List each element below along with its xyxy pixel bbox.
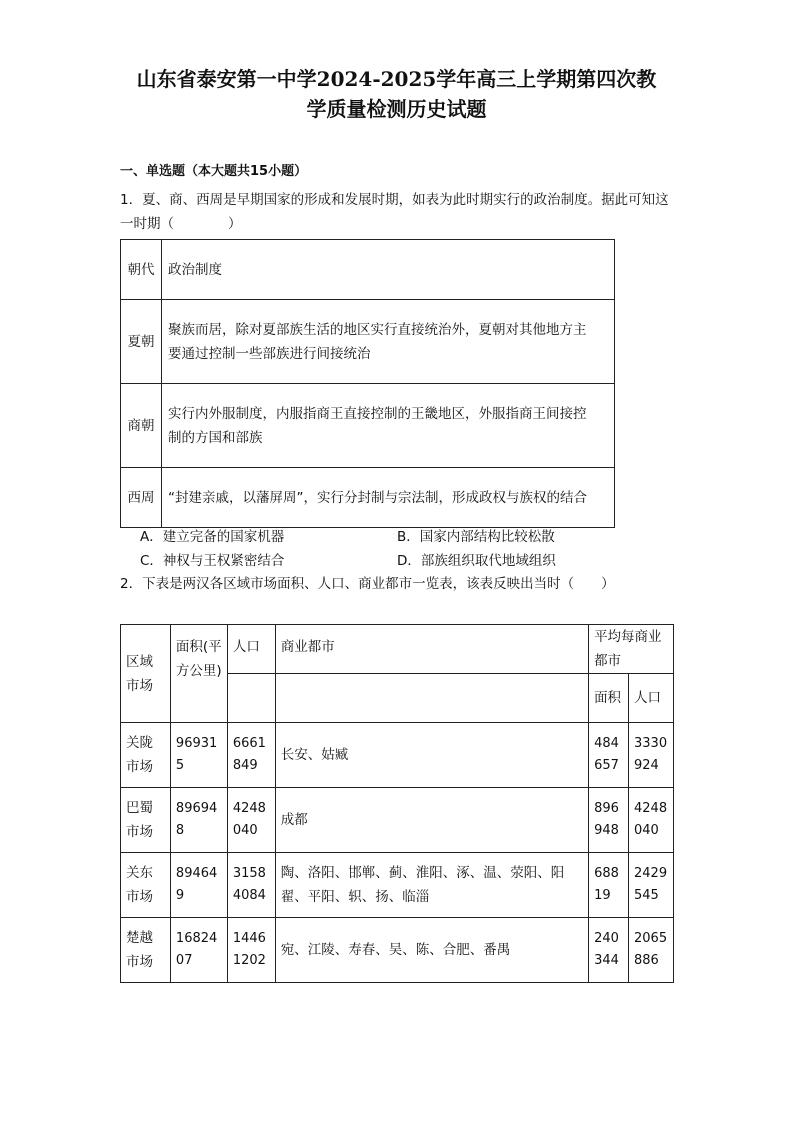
system-cell [162,384,615,468]
dynasty-cell: 西周 [121,468,162,528]
system-cell [162,468,615,528]
avg-area-cell: 240344 [589,918,629,983]
region-cell: 关陇市场 [121,723,171,788]
question-1-stem: 1．夏、商、西周是早期国家的形成和发展时期，如表为此时期实行的政治制度。据此可知这一时期（ ） [120,192,669,232]
table-header-dynasty: 朝代 [121,240,162,300]
system-text-line: 制的方国和部族 [168,429,263,446]
cities-cell: 宛、江陵、寿春、吴、陈、合肥、番禺 [275,918,588,983]
table-row [121,384,615,468]
table-row [121,300,615,384]
avg-area-cell: 68819 [589,853,629,918]
exam-title-line-2: 学质量检测历史试题 [306,97,487,121]
table-header-system: 政治制度 [162,240,615,300]
option-c[interactable]: C．神权与王权紧密结合 [140,553,285,569]
area-cell: 1682407 [170,918,227,983]
dynasty-cell: 夏朝 [121,300,162,384]
system-text-line: “封建亲戚，以藩屏周”，实行分封制与宗法制，形成政权与族权的结合 [168,489,587,506]
header-region: 区域市场 [121,625,171,723]
system-text-line: 聚族而居，除对夏部族生活的地区实行直接统治外，夏朝对其他地方主 [168,321,587,338]
table-row [121,853,674,918]
section-heading: 一、单选题（本大题共15小题） [120,164,308,179]
question-1-table [120,239,615,528]
avg-population-cell: 2429545 [629,853,674,918]
header-cities: 商业都市 [275,625,588,674]
avg-area-cell: 896948 [589,788,629,853]
avg-population-cell: 3330924 [629,723,674,788]
avg-population-cell: 2065886 [629,918,674,983]
table-row [121,918,674,983]
header-avg-population: 人口 [629,674,674,723]
area-cell: 896948 [170,788,227,853]
cities-cell: 成都 [275,788,588,853]
region-cell: 楚越市场 [121,918,171,983]
dynasty-cell: 商朝 [121,384,162,468]
cities-cell: 陶、洛阳、邯郸、蓟、淮阳、涿、温、荥阳、阳翟、平阳、轵、扬、临淄 [275,853,588,918]
population-cell: 6661849 [227,723,275,788]
system-text-line: 要通过控制一些部族进行间接统治 [168,345,371,362]
avg-population-cell: 4248040 [629,788,674,853]
region-cell: 关东市场 [121,853,171,918]
cities-cell: 长安、姑臧 [275,723,588,788]
population-cell: 14461202 [227,918,275,983]
header-area: 面积(平方公里) [170,625,227,723]
question-2-table [120,624,674,983]
option-d[interactable]: D．部族组织取代地域组织 [397,553,556,569]
option-a[interactable]: A．建立完备的国家机器 [140,529,285,545]
header-population: 人口 [227,625,275,674]
system-cell [162,300,615,384]
table-row [121,788,674,853]
table-row [121,468,615,528]
population-cell: 31584084 [227,853,275,918]
system-text-line: 实行内外服制度，内服指商王直接控制的王畿地区，外服指商王间接控 [168,405,587,422]
option-b[interactable]: B．国家内部结构比较松散 [397,529,555,545]
exam-title-line-1: 山东省泰安第一中学2024-2025学年高三上学期第四次教 [136,67,657,91]
header-avg-area: 面积 [589,674,629,723]
avg-area-cell: 484657 [589,723,629,788]
question-2-stem: 2．下表是两汉各区域市场面积、人口、商业都市一览表，该表反映出当时（ ） [120,576,615,592]
region-cell: 巴蜀市场 [121,788,171,853]
table-row [121,723,674,788]
area-cell: 969315 [170,723,227,788]
area-cell: 894649 [170,853,227,918]
header-average: 平均每商业都市 [589,625,674,674]
population-cell: 4248040 [227,788,275,853]
